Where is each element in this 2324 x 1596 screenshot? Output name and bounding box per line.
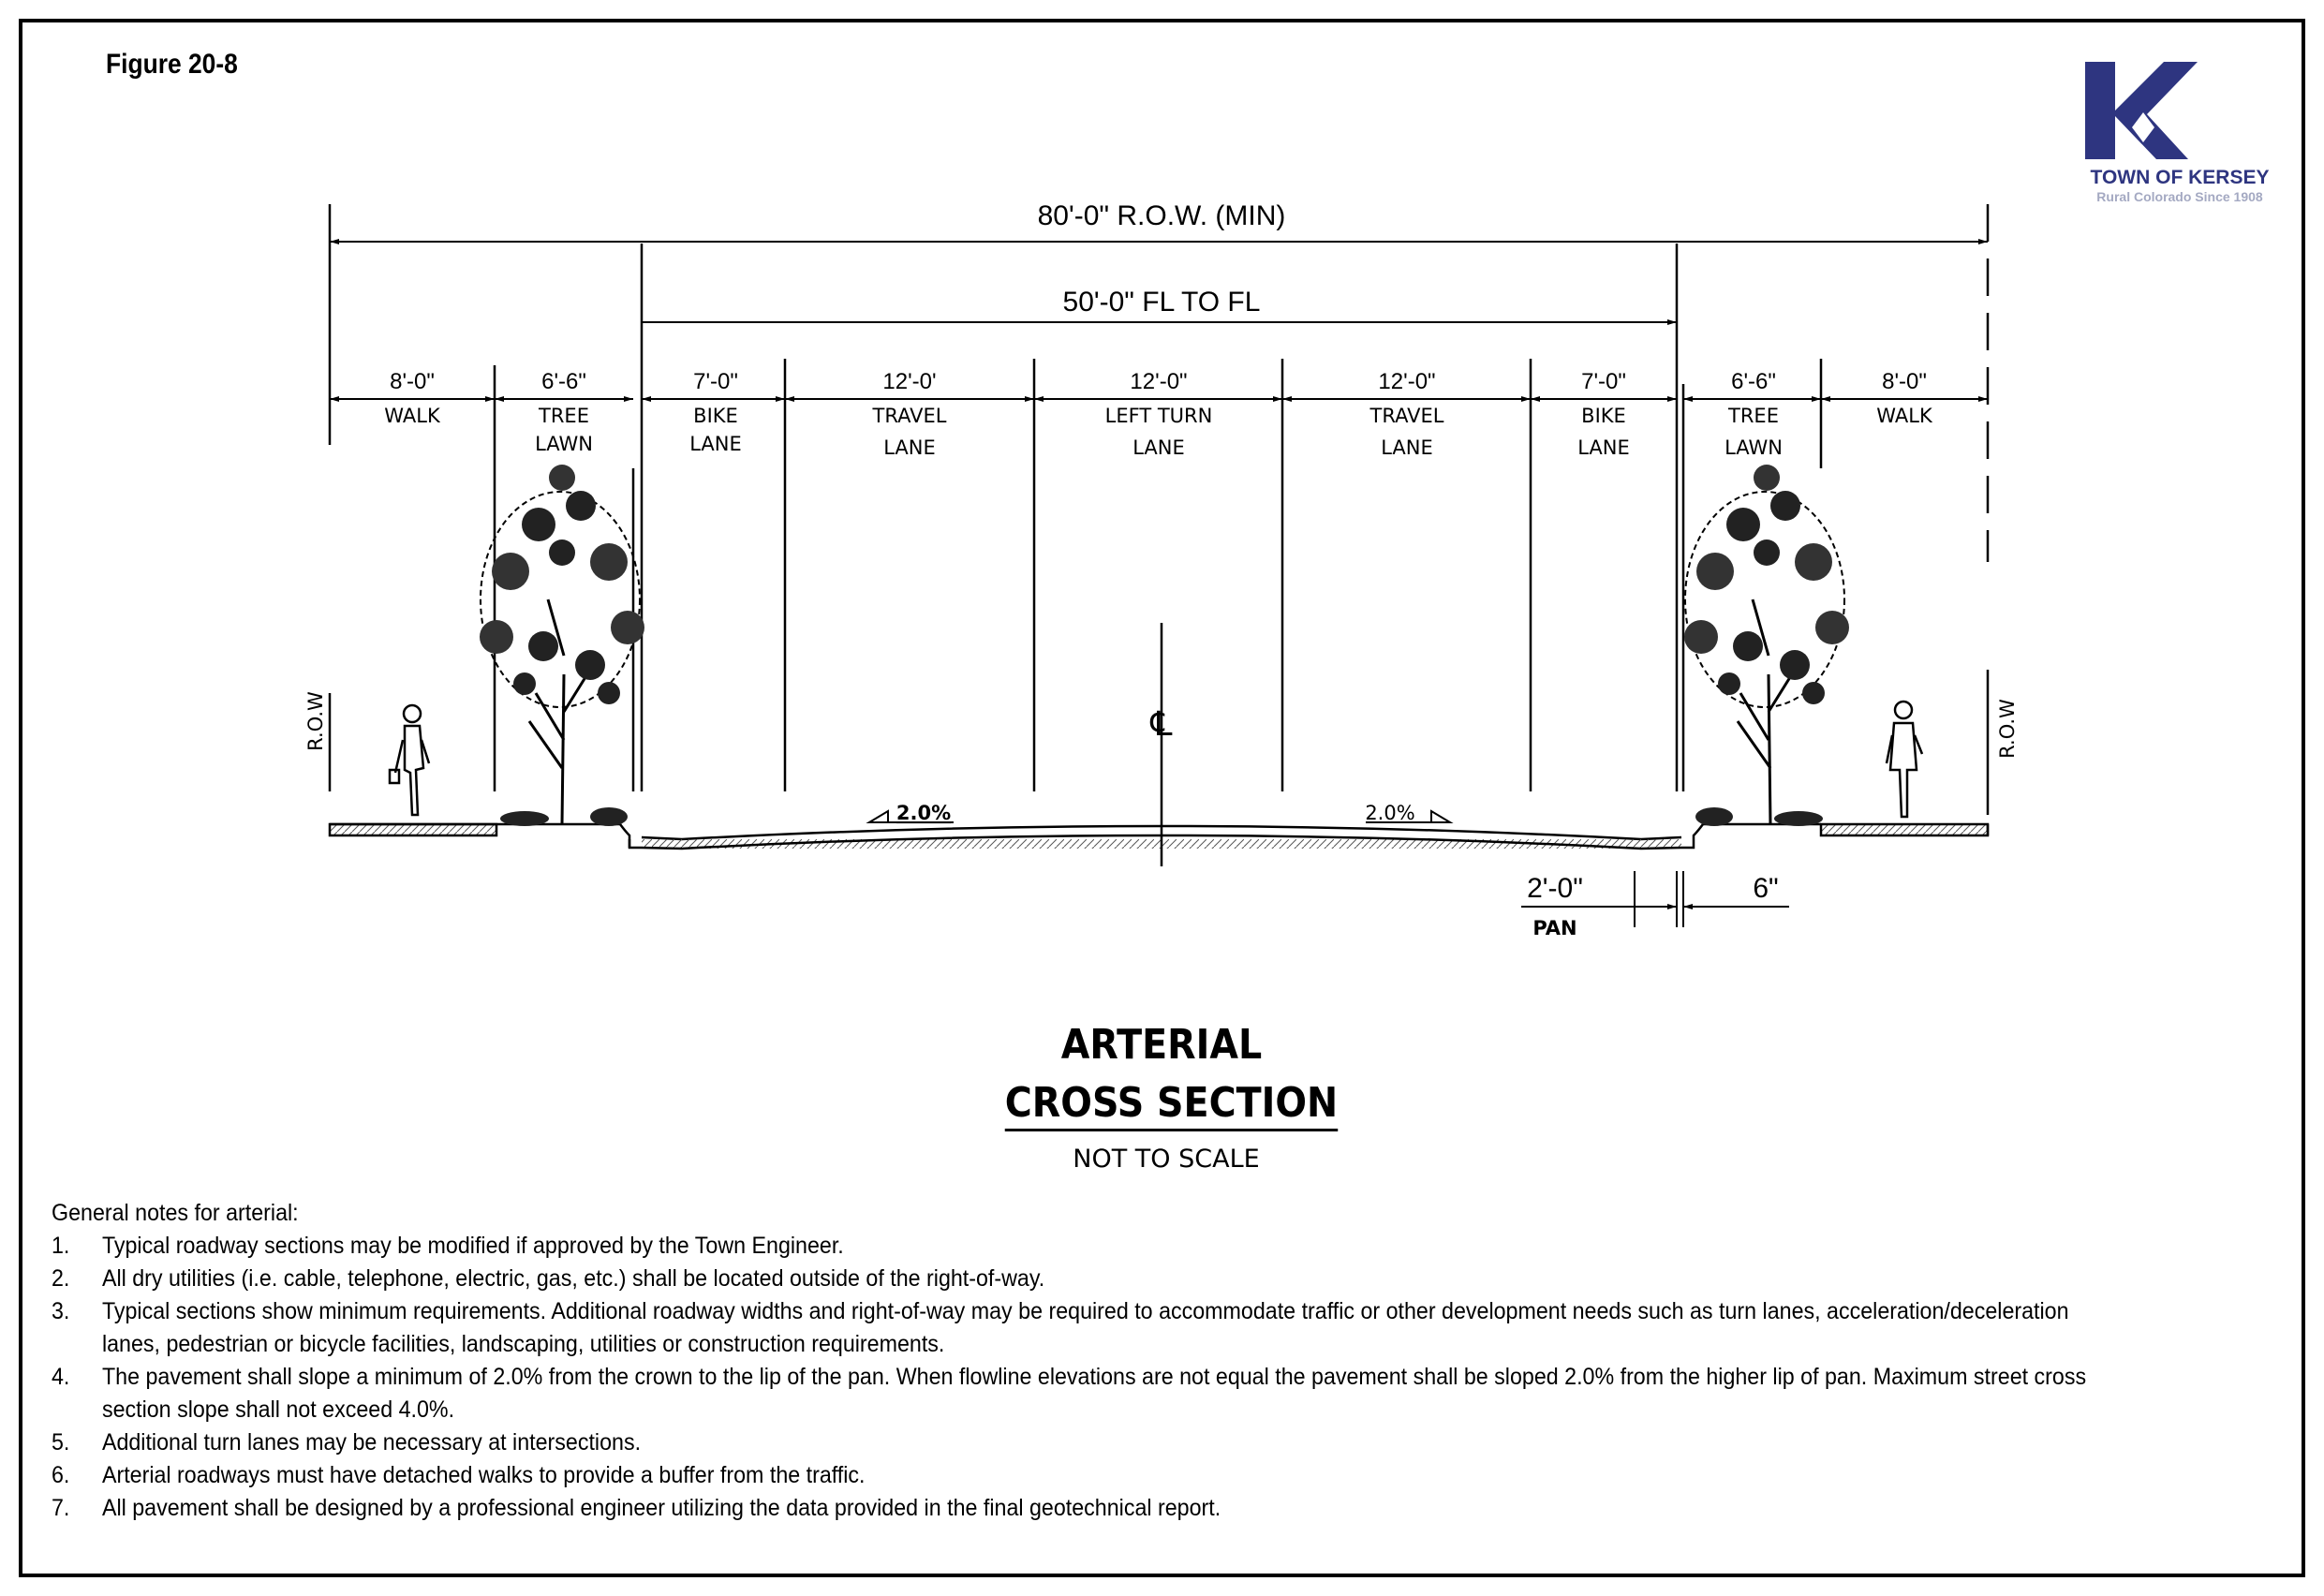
row-marker-left: R.O.W [304,691,327,751]
slope-left [869,802,954,824]
segment-label: BIKE [693,405,738,427]
figure-label: Figure 20-8 [106,49,238,80]
slope-left-text: 2.0% [896,802,952,824]
pan-label: PAN [1532,917,1577,939]
note-number: 6. [52,1462,70,1488]
segment-dim: 8'-0" [1882,369,1927,394]
segment-dim: 12'-0" [1130,369,1188,394]
note-item [52,1426,2124,1459]
segment-label: TREE [539,405,589,427]
segment-dim: 7'-0" [1581,369,1626,394]
row-dimension-text: 80'-0" R.O.W. (MIN) [1037,200,1286,231]
segment-label: LANE [1577,436,1630,459]
segment-label: BIKE [1581,405,1626,427]
row-marker-right: R.O.W [1996,699,2019,759]
tree-left-icon [480,465,644,824]
note-item [52,1492,2124,1525]
note-number: 4. [52,1364,70,1390]
general-notes [52,1197,2124,1525]
centerline [1149,623,1172,866]
segment-dim: 8'-0" [390,369,435,394]
note-text: The pavement shall slope a minimum of 2.0% from the crown to the lip of the pan. When flowline elevations are not equal the pavement shall be sloped 2.0% from the higher lip of pan. Maximum street cross section slope shall not exceed 4.0%. [101,1364,2087,1423]
pan-width-text: 2'-0" [1527,873,1583,904]
segment-dim: 12'-0" [1378,369,1436,394]
tree-right-icon [1684,465,1849,824]
note-item [52,1459,2124,1492]
notes-list [52,1230,2124,1525]
curb-width-text: 6" [1753,873,1779,904]
logo-tagline: Rural Colorado Since 1908 [2096,189,2263,204]
slope-right-text: 2.0% [1365,802,1415,824]
segment-label: LAWN [535,433,593,455]
note-item [52,1295,2124,1361]
centerline-symbol: ℄ [1150,705,1173,744]
segment-dim: 7'-0" [693,369,738,394]
segment-label: WALK [384,405,440,427]
slope-right [1365,802,1450,824]
note-text: All pavement shall be designed by a professional engineer utilizing the data provided in the final geotechnical report. [101,1495,1221,1521]
notes-heading: General notes for arterial: [52,1200,299,1226]
note-number: 7. [52,1495,70,1521]
title-cross-section [937,1079,1405,1131]
segment-labels [384,405,1933,459]
note-text: All dry utilities (i.e. cable, telephone, electric, gas, etc.) shall be located outside of the right-of-way. [101,1265,1045,1292]
segment-dim: 6'-6" [1731,369,1776,394]
note-text: Additional turn lanes may be necessary at intersections. [101,1429,642,1456]
segment-label: LEFT TURN [1104,405,1213,427]
note-number: 1. [52,1233,70,1259]
title-scale-note: NOT TO SCALE [1073,1145,1260,1174]
note-item [52,1361,2124,1426]
note-text: Typical roadway sections may be modified if approved by the Town Engineer. [101,1233,844,1259]
segment-label: WALK [1876,405,1932,427]
segment-dim: 6'-6" [541,369,586,394]
segment-label: LANE [1132,436,1185,459]
note-number: 5. [52,1429,70,1456]
title-arterial: ARTERIAL [1060,1021,1263,1069]
segment-label: TRAVEL [1369,405,1444,427]
note-number: 2. [52,1265,70,1292]
note-item [52,1263,2124,1295]
note-number: 3. [52,1298,70,1324]
fl-dimension-text: 50'-0" FL TO FL [1062,287,1261,318]
pedestrian-left-icon [390,705,429,815]
segment-dim: 12'-0' [882,369,937,394]
note-text: Typical sections show minimum requirements. Additional roadway widths and right-of-way may be required to accommodate traffic or other development needs such as turn lanes, acceleration/deceleration lanes, pedestrian or bicycle facilities, landscaping, utilities or construction requirements. [101,1298,2069,1357]
segment-dimensions [390,369,1927,394]
note-item [52,1230,2124,1263]
note-text: Arterial roadways must have detached walks to provide a buffer from the traffic. [101,1462,866,1488]
pedestrian-right-icon [1887,702,1922,817]
segment-label: LAWN [1724,436,1783,459]
segment-label: TREE [1728,405,1779,427]
segment-label: LANE [1381,436,1433,459]
segment-label: TRAVEL [872,405,947,427]
segment-label: LANE [689,433,742,455]
ground-profile [330,824,1988,849]
segment-label: LANE [883,436,936,459]
logo-town-name: TOWN OF KERSEY [2090,167,2270,188]
title-cross-section-text: CROSS SECTION [1004,1079,1337,1131]
